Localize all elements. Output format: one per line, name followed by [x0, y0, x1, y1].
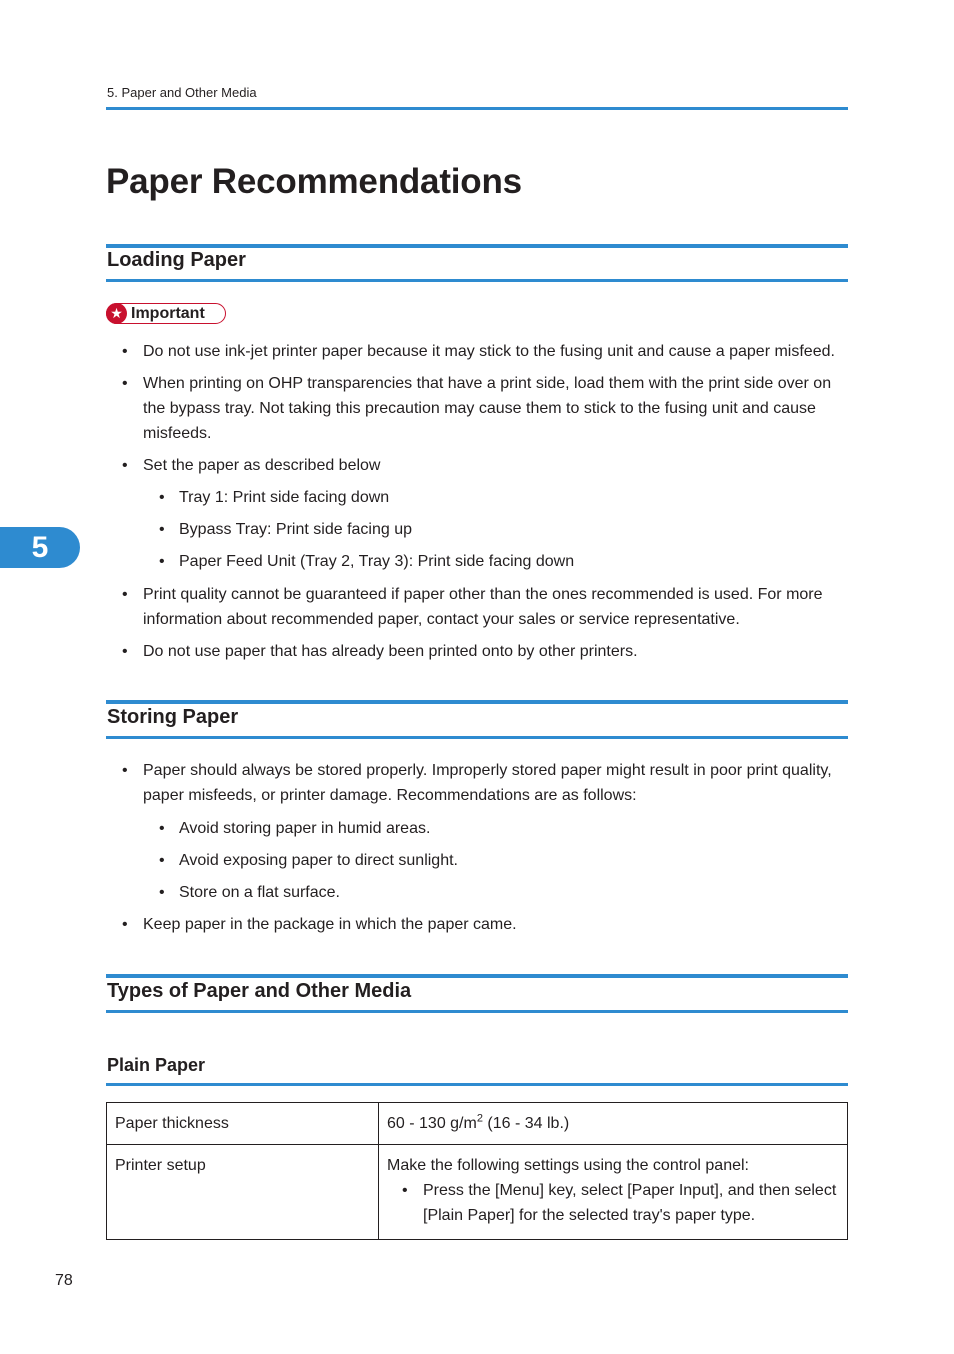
list-item: Do not use ink-jet printer paper because it may stick to the fusing unit and cause a paper misfeed. [143, 343, 835, 360]
header-rule [106, 107, 848, 110]
bullet-dot: • [159, 489, 165, 506]
sub-list-item: Avoid storing paper in humid areas. [179, 820, 431, 837]
list-item: Do not use paper that has already been printed onto by other printers. [143, 643, 638, 660]
subsection-rule [106, 1083, 848, 1086]
section-rule-top [106, 244, 848, 248]
sub-list-item: Paper Feed Unit (Tray 2, Tray 3): Print side facing down [179, 553, 575, 570]
bullet-dot: • [159, 884, 165, 901]
star-icon: ★ [106, 303, 127, 324]
section-rule-bottom [106, 736, 848, 739]
table-row [107, 1145, 848, 1240]
bullet-dot: • [122, 457, 128, 474]
sub-list-item: Tray 1: Print side facing down [179, 489, 390, 506]
section-heading-storing-paper: Storing Paper [107, 706, 239, 728]
list-item: Keep paper in the package in which the paper came. [143, 916, 517, 933]
bullet-dot: • [122, 586, 128, 603]
bullet-dot: • [122, 762, 128, 779]
section-heading-loading-paper: Loading Paper [107, 249, 246, 271]
bullet-dot: • [122, 375, 128, 392]
page-title: Paper Recommendations [106, 162, 522, 201]
bullet-dot: • [122, 343, 128, 360]
important-badge [106, 303, 226, 324]
section-rule-top [106, 700, 848, 704]
section-rule-bottom [106, 279, 848, 282]
sub-list-item: Store on a flat surface. [179, 884, 340, 901]
list-item: When printing on OHP transparencies that have a print side, load them with the print side over on the bypass tray. Not taking this precaution may cause them to stick to the fusing unit and cause misfeeds. [143, 375, 832, 442]
table-row [107, 1103, 848, 1145]
list-item: Paper should always be stored properly. Improperly stored paper might result in poor print quality, paper misfeeds, or printer damage. Recommendations are as follows: [143, 762, 832, 804]
subsection-heading-plain-paper: Plain Paper [107, 1055, 206, 1075]
bullet-dot: • [122, 916, 128, 933]
plain-paper-table [106, 1102, 848, 1240]
section-heading-types: Types of Paper and Other Media [107, 980, 412, 1002]
page-number: 78 [55, 1272, 73, 1289]
important-label: Important [131, 305, 205, 322]
chapter-tab: 5 [0, 527, 80, 568]
table-value-cell: Make the following settings using the control panel: • Press the [Menu] key, select [Paper Input], and then select [Plain Paper] for the selected tray's paper type. [379, 1145, 848, 1240]
bullet-dot: • [159, 852, 165, 869]
section-rule-top [106, 974, 848, 978]
table-value-cell: 60 - 130 $g/m^2$ (16 - 34 lb.) [379, 1103, 848, 1145]
bullet-dot: • [159, 820, 165, 837]
section-rule-bottom [106, 1010, 848, 1013]
bullet-dot: • [159, 553, 165, 570]
sub-list-item: Avoid exposing paper to direct sunlight. [179, 852, 458, 869]
list-item: Print quality cannot be guaranteed if paper other than the ones recommended is used. For more information about recommended paper, contact your sales or service representative. [143, 586, 823, 628]
bullet-dot: • [402, 1182, 408, 1199]
table-key-cell: Paper thickness [107, 1103, 379, 1145]
table-key-cell: Printer setup [107, 1145, 379, 1240]
list-item: Set the paper as described below [143, 457, 381, 474]
table-bullet-item: • Press the [Menu] key, select [Paper Input], and then select [Plain Paper] for the selected tray's paper type. [387, 1178, 839, 1231]
bullet-dot: • [122, 643, 128, 660]
bullet-dot: • [159, 521, 165, 538]
breadcrumb: 5. Paper and Other Media [107, 85, 257, 100]
sub-list-item: Bypass Tray: Print side facing up [179, 521, 412, 538]
